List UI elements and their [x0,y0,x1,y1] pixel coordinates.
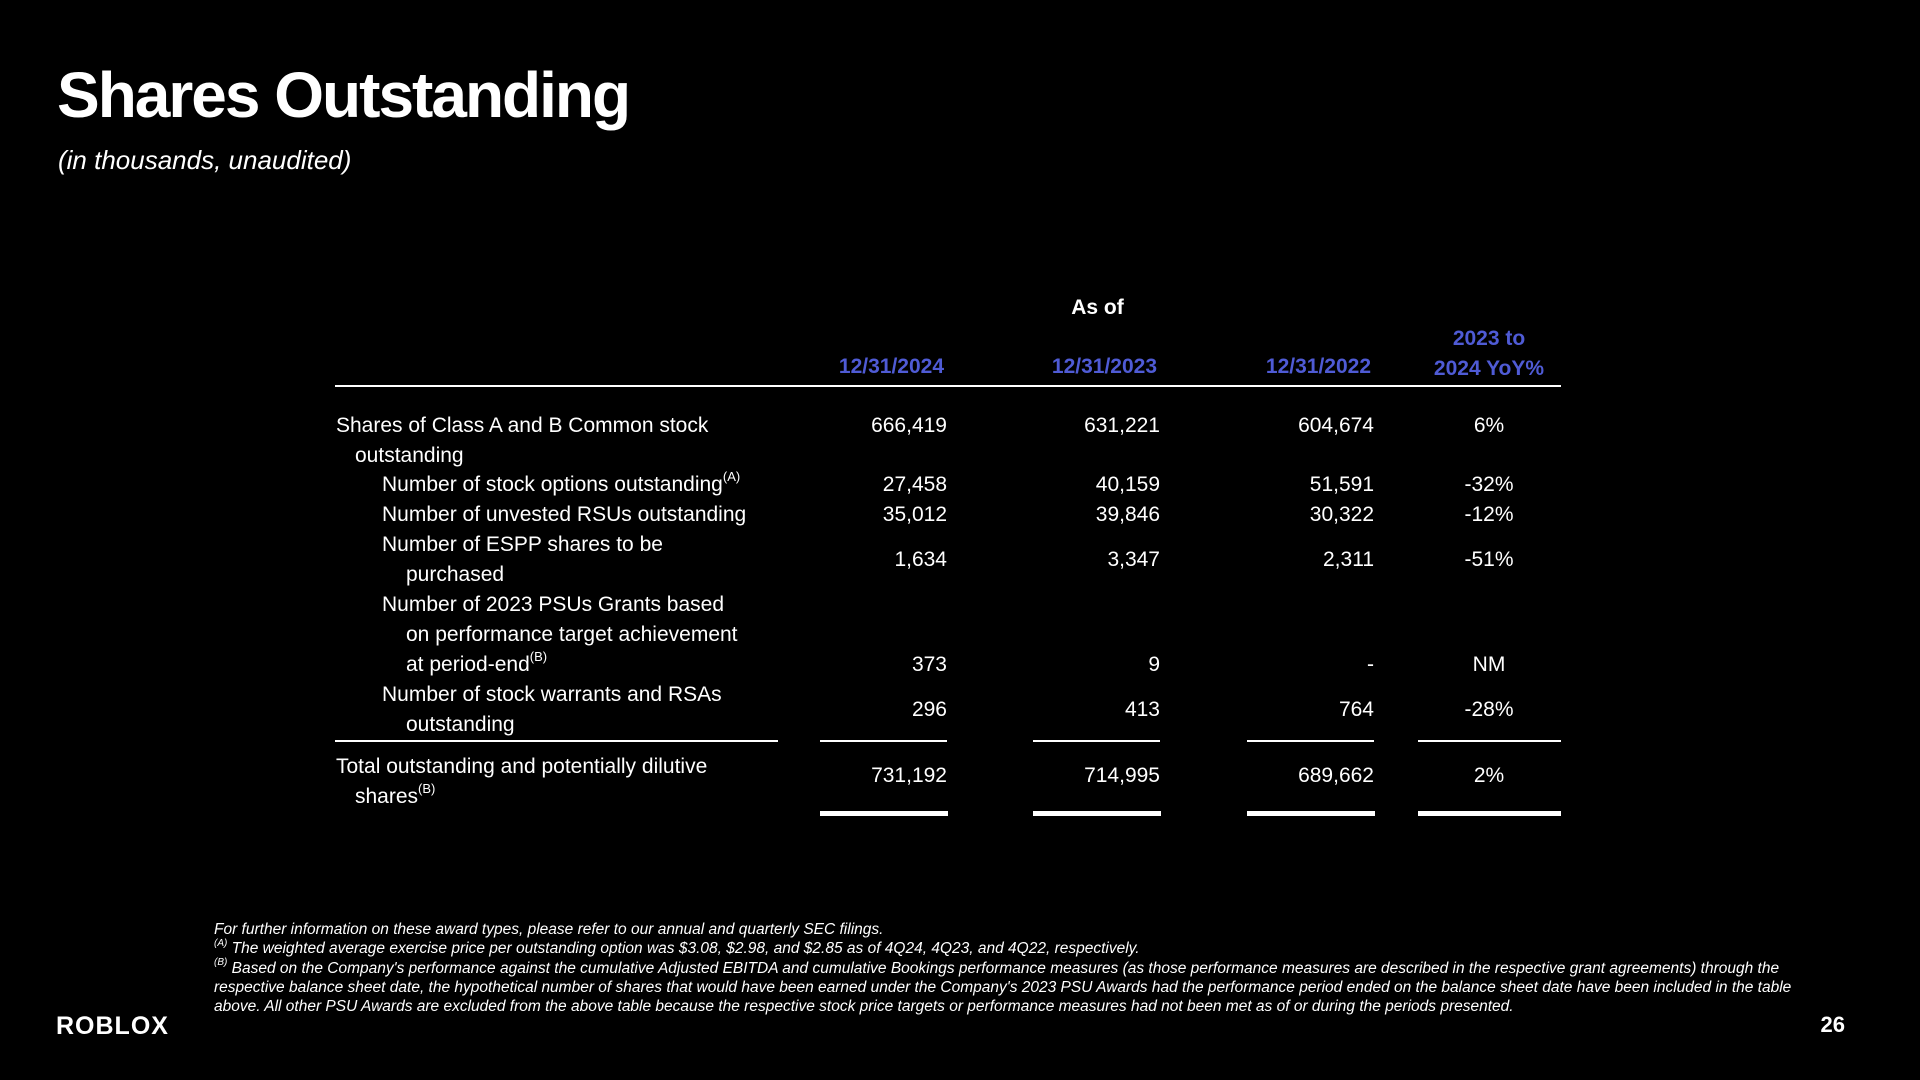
subtotal-rule-2022 [1247,740,1374,742]
footnote-b-marker: (B) [214,957,228,969]
cell-2024: 373 [911,653,947,676]
cell-2023: 40,159 [1095,473,1160,496]
page-subtitle: (in thousands, unaudited) [58,145,352,175]
cell-yoy: -28% [1464,698,1514,721]
cell-2024: 35,012 [882,503,947,526]
row-label: Number of ESPP shares to be [382,533,663,556]
total-2023: 714,995 [1084,764,1160,787]
column-header-2024: 12/31/2024 [838,355,944,378]
cell-2022: 51,591 [1309,473,1374,496]
total-2024: 731,192 [871,764,947,787]
total-rule-2022 [1247,811,1375,816]
cell-yoy: -32% [1464,473,1514,496]
footnote-a-text: The weighted average exercise price per outstanding option was $3.08, $2.98, and $2.85 as of 4Q24, 4Q23, and 4Q22, respectively. [227,940,1140,958]
cell-2022: 604,674 [1298,414,1374,437]
total-yoy: 2% [1473,764,1505,787]
cell-2023: 413 [1124,698,1160,721]
yoy-header-line2: 2024 YoY% [1433,357,1545,380]
total-2022: 689,662 [1298,764,1374,787]
total-rule-2023 [1033,811,1161,816]
subtotal-rule-2023 [1033,740,1160,742]
footnote-intro: For further information on these award types, please refer to our annual and quarterly SEC filings. [214,921,884,938]
cell-2022: 30,322 [1309,503,1374,526]
cell-2024: 296 [911,698,947,721]
footnote-a [214,939,1814,958]
row-label: Number of stock warrants and RSAs [382,683,722,706]
row-label-cont: purchased [406,563,505,586]
footnote-marker: (A) [722,469,741,484]
footnotes [214,920,1814,1016]
column-header-2022: 12/31/2022 [1265,355,1371,378]
cell-yoy: 6% [1473,414,1505,437]
column-header-2023: 12/31/2023 [1051,355,1157,378]
footnote-marker: (B) [529,649,548,664]
footnote-a-marker: (A) [214,938,228,950]
cell-2024: 27,458 [882,473,947,496]
cell-2024: 1,634 [894,548,947,571]
row-label-cont [406,650,547,680]
row-label: Number of 2023 PSUs Grants based [382,593,725,616]
header-rule [335,385,1561,387]
footnote-b [214,959,1814,1017]
subtotal-rule-yoy [1418,740,1561,742]
cell-2023: 39,846 [1095,503,1160,526]
row-label-cont: on performance target achievement [406,623,738,646]
cell-yoy: -12% [1464,503,1514,526]
row-label [382,470,740,500]
subtotal-rule-2024 [820,740,947,742]
roblox-logo: ROBLOX [56,1012,169,1040]
cell-2022: - [1367,653,1374,676]
cell-yoy: -51% [1464,548,1514,571]
yoy-header-line1: 2023 to [1452,327,1526,350]
total-rule-2024 [820,811,948,816]
total-label-text: shares [355,785,419,808]
cell-2022: 2,311 [1323,548,1374,571]
row-label: Number of unvested RSUs outstanding [382,503,747,526]
page-title: Shares Outstanding [57,59,630,131]
cell-2022: 764 [1338,698,1374,721]
page-number: 26 [1820,1012,1845,1037]
as-of-header: As of [1071,296,1124,319]
cell-2024: 666,419 [871,414,947,437]
column-header-yoy [1419,324,1559,384]
cell-2023: 9 [1148,653,1160,676]
total-label: Total outstanding and potentially dilutive [336,755,708,778]
row-label-cont: outstanding [355,444,464,467]
subtotal-rule-label [335,740,778,742]
row-label: Shares of Class A and B Common stock [336,414,709,437]
footnote-b-text: Based on the Company's performance against the cumulative Adjusted EBITDA and cumulative Bookings performance measures (as those performance measures are described in the respective grant agreements) through the respective balance sheet date, the hypothetical number of shares that would have been earned under the Company's 2023 PSU Awards had the performance period ended on the balance sheet date have been included in the table above. All other PSU Awards are excluded from the above table because the respective stock price targets or performance measures had not been met as of or during the periods presented. [214,959,1792,1016]
cell-yoy: NM [1472,653,1506,676]
row-label-cont: outstanding [406,713,515,736]
footnote-marker: (B) [418,781,436,796]
total-label-cont [355,782,435,812]
cell-2023: 3,347 [1107,548,1160,571]
row-label-text: at period-end [406,653,530,676]
row-label-text: Number of stock options outstanding [382,473,723,496]
total-rule-yoy [1418,811,1561,816]
cell-2023: 631,221 [1084,414,1160,437]
